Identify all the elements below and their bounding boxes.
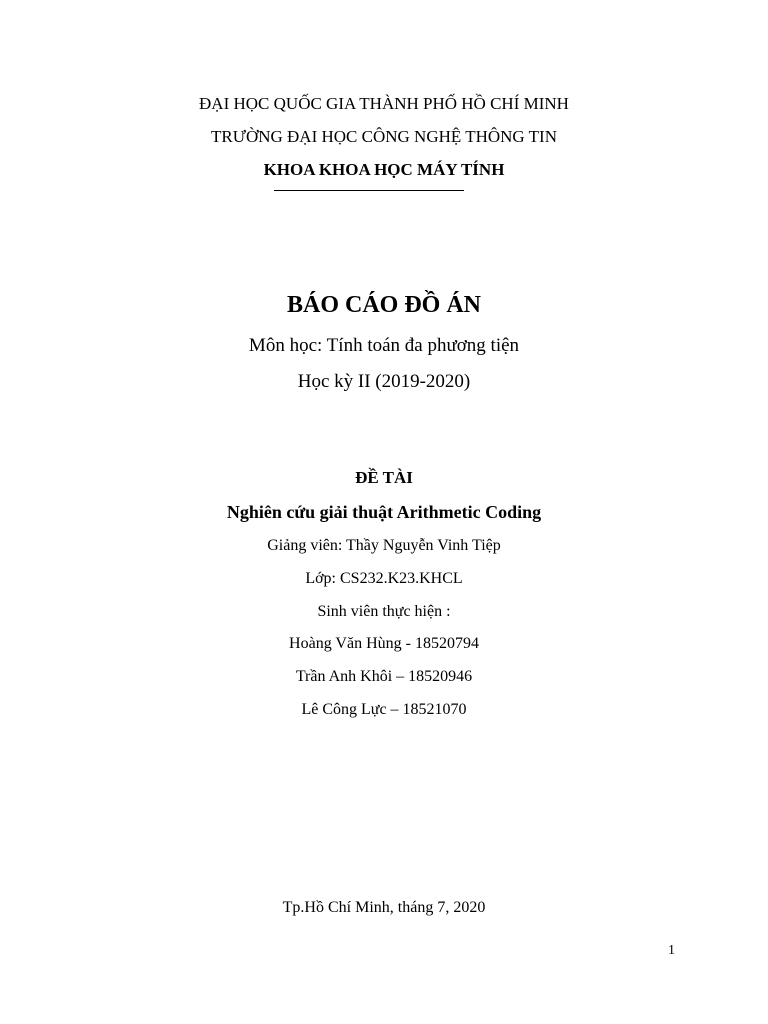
university-name: ĐẠI HỌC QUỐC GIA THÀNH PHỐ HỒ CHÍ MINH bbox=[199, 94, 569, 113]
page-number: 1 bbox=[668, 943, 675, 958]
header-divider bbox=[274, 190, 464, 191]
school-name: TRƯỜNG ĐẠI HỌC CÔNG NGHỆ THÔNG TIN bbox=[211, 127, 557, 146]
topic-name: Nghiên cứu giải thuật Arithmetic Coding bbox=[226, 502, 542, 522]
faculty-name: KHOA KHOA HỌC MÁY TÍNH bbox=[263, 160, 505, 179]
students-heading: Sinh viên thực hiện : bbox=[317, 603, 451, 620]
student-name: Hoàng Văn Hùng - 18520794 bbox=[289, 635, 479, 652]
report-title: BÁO CÁO ĐỒ ÁN bbox=[286, 292, 481, 318]
course-name: Môn học: Tính toán đa phương tiện bbox=[248, 335, 520, 356]
lecturer: Giảng viên: Thầy Nguyễn Vinh Tiệp bbox=[267, 537, 501, 554]
student-name: Trần Anh Khôi – 18520946 bbox=[295, 668, 473, 685]
place-date: Tp.Hồ Chí Minh, tháng 7, 2020 bbox=[282, 899, 486, 916]
semester: Học kỳ II (2019-2020) bbox=[297, 371, 471, 392]
class-code: Lớp: CS232.K23.KHCL bbox=[305, 570, 463, 587]
student-name: Lê Công Lực – 18521070 bbox=[301, 701, 467, 718]
topic-heading: ĐỀ TÀI bbox=[355, 468, 413, 487]
